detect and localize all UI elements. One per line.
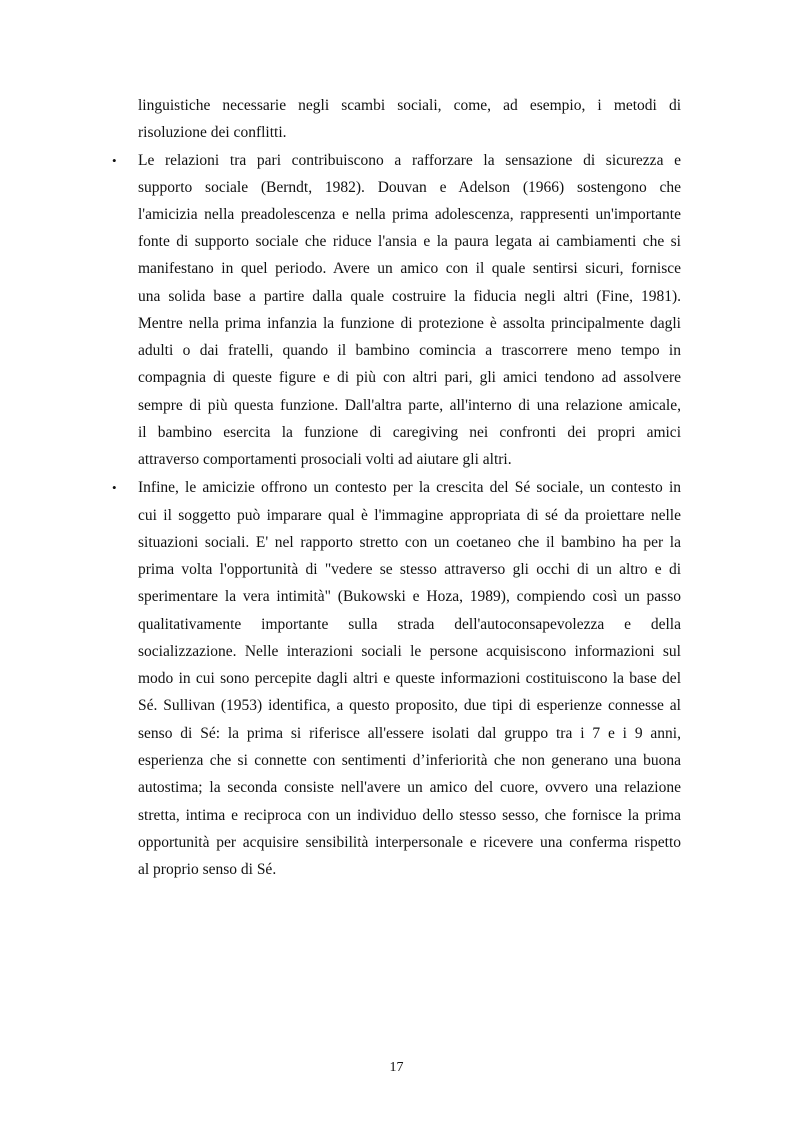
bullet-marker: • [112, 480, 117, 495]
text-line: esperienza che si connette con sentimenti d’inferiorità che non generano una buona [138, 752, 681, 769]
text-line: sperimentare la vera intimità" (Bukowski e Hoza, 1989), compiendo così un passo [138, 588, 681, 605]
text-line: linguistiche necessarie negli scambi sociali, come, ad esempio, i metodi di [138, 97, 681, 114]
text-line: Sé. Sullivan (1953) identifica, a questo proposito, due tipi di esperienze connesse al [138, 697, 681, 714]
text-line: manifestano in quel periodo. Avere un amico con il quale sentirsi sicuri, fornisce [138, 260, 681, 277]
text-line: opportunità per acquisire sensibilità interpersonale e ricevere una conferma rispetto [138, 834, 681, 851]
text-line: prima volta l'opportunità di "vedere se stesso attraverso gli occhi di un altro e di [138, 561, 681, 578]
text-line: compagnia di queste figure e di più con altri pari, gli amici tendono ad assolvere [138, 369, 681, 386]
text-line: adulti o dai fratelli, quando il bambino comincia a trascorrere meno tempo in [138, 342, 681, 359]
text-line: Infine, le amicizie offrono un contesto per la crescita del Sé sociale, un contesto in [138, 479, 681, 496]
text-line: stretta, intima e reciproca con un individuo dello stesso sesso, che fornisce la prima [138, 807, 681, 824]
text-line: sempre di più questa funzione. Dall'altra parte, all'interno di una relazione amicale, [138, 397, 681, 414]
text-line: qualitativamente importante sulla strada dell'autoconsapevolezza e della [138, 616, 681, 633]
text-line: il bambino esercita la funzione di caregiving nei confronti dei propri amici [138, 424, 681, 441]
text-line: fonte di supporto sociale che riduce l'ansia e la paura legata ai cambiamenti che si [138, 233, 681, 250]
bullet-marker: • [112, 153, 117, 168]
text-line: senso di Sé: la prima si riferisce all'essere isolati dal gruppo tra i 7 e i 9 anni, [138, 725, 681, 742]
text-line: al proprio senso di Sé. [138, 861, 277, 878]
text-line: supporto sociale (Berndt, 1982). Douvan e Adelson (1966) sostengono che [138, 179, 681, 196]
page-number: 17 [389, 1060, 404, 1075]
text-line: socializzazione. Nelle interazioni sociali le persone acquisiscono informazioni sul [138, 643, 681, 660]
text-line: attraverso comportamenti prosociali volti ad aiutare gli altri. [138, 451, 512, 468]
text-line: autostima; la seconda consiste nell'avere un amico del cuore, ovvero una relazione [138, 779, 681, 796]
text-line: l'amicizia nella preadolescenza e nella prima adolescenza, rappresenti un'importante [138, 206, 681, 223]
text-line: modo in cui sono percepite dagli altri e queste informazioni costituiscono la base del [138, 670, 681, 687]
text-line: situazioni sociali. E' nel rapporto stretto con un coetaneo che il bambino ha per la [138, 534, 681, 551]
text-line: Le relazioni tra pari contribuiscono a rafforzare la sensazione di sicurezza e [138, 152, 681, 169]
text-line: Mentre nella prima infanzia la funzione di protezione è assolta principalmente dagli [138, 315, 681, 332]
text-line: cui il soggetto può imparare qual è l'immagine appropriata di sé da proiettare nelle [138, 507, 681, 524]
text-line: risoluzione dei conflitti. [138, 124, 287, 141]
text-line: una solida base a partire dalla quale costruire la fiducia negli altri (Fine, 1981). [138, 288, 681, 305]
